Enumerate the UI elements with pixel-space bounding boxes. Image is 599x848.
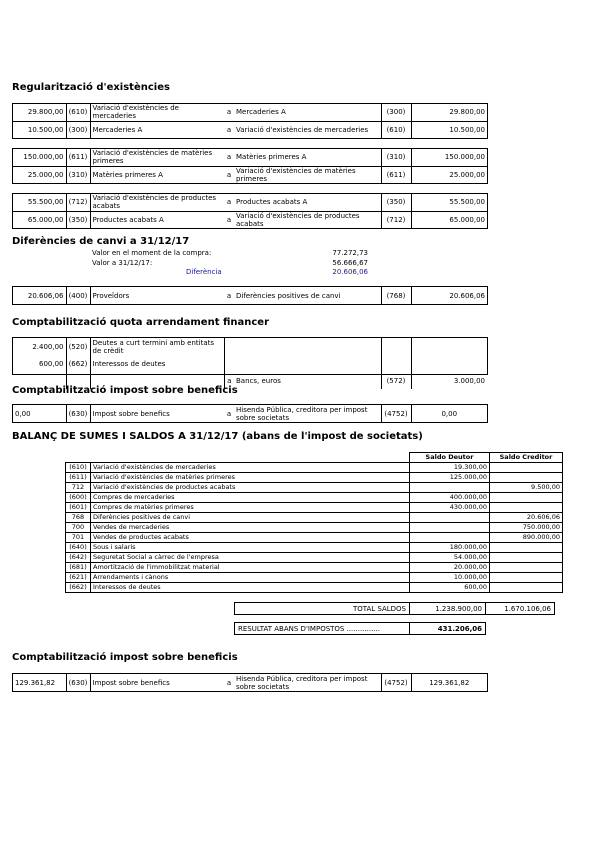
debit-amount: 10.500,00 <box>13 121 66 138</box>
credit-amount: 0,00 <box>441 409 458 418</box>
account-code: 768 <box>66 513 91 523</box>
credit-amount: 129.361,82 <box>429 678 470 687</box>
debit-account: Variació d'existències de matèries primeres <box>90 149 224 166</box>
debit-code: (662) <box>66 355 90 372</box>
table-row <box>66 513 563 523</box>
saldo-creditor <box>490 543 563 553</box>
a-connector: a <box>227 376 232 385</box>
credit-code: (768) <box>381 287 411 304</box>
account-name: Compres de mercaderies <box>91 493 410 503</box>
saldo-deutor: 430.000,00 <box>410 503 490 513</box>
account-code: (681) <box>66 563 91 573</box>
account-code: (621) <box>66 573 91 583</box>
canvi-value-compra: 77.272,73 <box>332 249 368 257</box>
table-row <box>66 553 563 563</box>
saldo-deutor: 19.300,00 <box>410 463 490 473</box>
credit-code: (4752) <box>381 405 411 422</box>
total-label: TOTAL SALDOS <box>235 603 410 615</box>
credit-account: Mercaderies A <box>234 104 381 121</box>
credit-amount: 55.500,00 <box>449 198 485 207</box>
saldo-creditor: 750.000,00 <box>490 523 563 533</box>
credit-account: Matèries primeres A <box>234 149 381 166</box>
account-name: Variació d'existències de productes acabats <box>91 483 410 493</box>
impost-entry-2 <box>12 673 488 692</box>
debit-code: (350) <box>66 211 90 228</box>
debit-amount: 2.400,00 <box>32 342 64 351</box>
a-connector: a <box>226 409 232 418</box>
regularitzacio-entry-pair <box>12 193 488 229</box>
account-name: Vendes de productes acabats <box>91 533 410 543</box>
account-code: 701 <box>66 533 91 543</box>
debit-amount: 600,00 <box>39 359 64 368</box>
debit-amount: 29.800,00 <box>27 108 64 117</box>
credit-amount: 65.000,00 <box>411 211 487 228</box>
credit-account: Variació d'existències de matèries primeres <box>234 166 381 183</box>
section-title-regularitzacio: Regularització d'existències <box>12 82 170 93</box>
a-connector: a <box>224 121 234 138</box>
debit-amount: 129.361,82 <box>15 678 56 687</box>
section-title-impost-2: Comptabilització impost sobre beneficis <box>12 652 238 663</box>
saldo-deutor: 20.000,00 <box>410 563 490 573</box>
debit-account: Impost sobre benefics <box>90 405 224 422</box>
account-name: Interessos de deutes <box>91 583 410 593</box>
account-name: Sous i salaris <box>91 543 410 553</box>
account-name: Diferències positives de canvi <box>91 513 410 523</box>
account-name: Amortització de l'immobilitzat material <box>91 563 410 573</box>
debit-account: Mercaderies A <box>90 121 224 138</box>
credit-amount: 29.800,00 <box>449 108 485 117</box>
a-connector: a <box>224 166 234 183</box>
debit-amount: 55.500,00 <box>27 198 64 207</box>
credit-code: (350) <box>381 194 411 211</box>
resultat-row <box>234 622 486 635</box>
saldo-creditor <box>490 463 563 473</box>
a-connector: a <box>226 291 232 300</box>
total-creditor: 1.670.106,06 <box>486 603 555 615</box>
debit-account: Interessos de deutes <box>90 355 224 372</box>
credit-account: Hisenda Pública, creditora per impost sobre societats <box>234 674 381 691</box>
account-code: (600) <box>66 493 91 503</box>
account-name: Variació d'existències de matèries primeres <box>91 473 410 483</box>
saldo-creditor <box>490 573 563 583</box>
debit-code: (400) <box>66 287 90 304</box>
table-row <box>66 573 563 583</box>
table-row <box>66 583 563 593</box>
header-saldo-creditor: Saldo Creditor <box>490 453 563 463</box>
saldo-deutor <box>410 533 490 543</box>
account-name: Variació d'existències de mercaderies <box>91 463 410 473</box>
saldo-deutor: 600,00 <box>410 583 490 593</box>
impost-entry-1 <box>12 404 488 423</box>
credit-amount: 25.000,00 <box>411 166 487 183</box>
resultat-value: 431.206,06 <box>410 623 486 635</box>
table-row <box>66 523 563 533</box>
account-name: Arrendaments i cànons <box>91 573 410 583</box>
credit-code: (4752) <box>381 674 411 691</box>
credit-code: (611) <box>381 166 411 183</box>
account-name: Vendes de mercaderies <box>91 523 410 533</box>
account-name: Compres de matèries primeres <box>91 503 410 513</box>
saldo-deutor <box>410 483 490 493</box>
credit-account: Productes acabats A <box>234 194 381 211</box>
credit-amount: 10.500,00 <box>411 121 487 138</box>
debit-code: (712) <box>66 194 90 211</box>
section-title-diferencies-canvi: Diferències de canvi a 31/12/17 <box>12 236 190 247</box>
account-code: (662) <box>66 583 91 593</box>
table-row <box>66 533 563 543</box>
debit-account: Variació d'existències de productes acabats <box>90 194 224 211</box>
canvi-label-compra: Valor en el moment de la compra: <box>92 249 212 257</box>
saldo-deutor: 54.000,00 <box>410 553 490 563</box>
table-row <box>66 543 563 553</box>
table-row <box>66 493 563 503</box>
account-code: (640) <box>66 543 91 553</box>
debit-code: (611) <box>66 149 90 166</box>
debit-amount: 150.000,00 <box>23 153 64 162</box>
header-saldo-deutor: Saldo Deutor <box>410 453 490 463</box>
table-row <box>66 473 563 483</box>
balanc-table <box>65 452 563 593</box>
table-row <box>66 563 563 573</box>
debit-code: (630) <box>66 674 90 691</box>
saldo-creditor: 890.000,00 <box>490 533 563 543</box>
resultat-label: RESULTAT ABANS D'IMPOSTOS ............... <box>235 623 410 635</box>
canvi-value-diferencia: 20.606,06 <box>332 268 368 276</box>
saldo-creditor <box>490 493 563 503</box>
canvi-entry <box>12 286 488 305</box>
debit-account: Matèries primeres A <box>90 166 224 183</box>
credit-amount: 3.000,00 <box>453 376 485 385</box>
debit-account: Productes acabats A <box>90 211 224 228</box>
debit-account: Variació d'existències de mercaderies <box>90 104 224 121</box>
saldo-creditor <box>490 563 563 573</box>
credit-amount: 150.000,00 <box>444 153 485 162</box>
section-title-arrendament: Comptabilització quota arrendament financer <box>12 317 270 328</box>
credit-amount: 20.606,06 <box>449 291 485 300</box>
total-deutor: 1.238.900,00 <box>410 603 486 615</box>
account-name: Seguretat Social a càrrec de l'empresa <box>91 553 410 563</box>
table-row <box>66 463 563 473</box>
debit-code: (310) <box>66 166 90 183</box>
regularitzacio-entry-pair <box>12 148 488 184</box>
saldo-deutor: 125.000,00 <box>410 473 490 483</box>
account-code: 712 <box>66 483 91 493</box>
total-saldos-row <box>234 602 555 615</box>
credit-account: Variació d'existències de mercaderies <box>234 121 381 138</box>
account-code: (611) <box>66 473 91 483</box>
section-title-balanc: BALANÇ DE SUMES I SALDOS A 31/12/17 (abans de l'impost de societats) <box>12 431 423 442</box>
credit-account: Hisenda Pública, creditora per impost sobre societats <box>234 405 381 422</box>
canvi-label-diferencia: Diferència <box>186 268 222 276</box>
saldo-creditor: 9.500,00 <box>490 483 563 493</box>
saldo-creditor <box>490 503 563 513</box>
credit-code: (310) <box>381 149 411 166</box>
table-row <box>66 483 563 493</box>
section-title-impost-1: Comptabilització impost sobre beneficis <box>12 385 238 396</box>
debit-code: (610) <box>66 104 90 121</box>
a-connector: a <box>224 211 234 228</box>
debit-code: (520) <box>66 338 90 355</box>
a-connector: a <box>226 678 232 687</box>
saldo-deutor <box>410 513 490 523</box>
saldo-deutor: 400.000,00 <box>410 493 490 503</box>
credit-account: Variació d'existències de productes acabats <box>234 211 381 228</box>
debit-account: Impost sobre benefics <box>90 674 224 691</box>
credit-code: (610) <box>381 121 411 138</box>
a-connector: a <box>226 108 232 117</box>
debit-amount: 65.000,00 <box>13 211 66 228</box>
canvi-label-31-12: Valor a 31/12/17: <box>92 259 153 267</box>
credit-code: (300) <box>381 104 411 121</box>
debit-amount: 25.000,00 <box>13 166 66 183</box>
debit-account: Deutes a curt termini amb entitats de crèdit <box>90 338 224 355</box>
saldo-deutor <box>410 523 490 533</box>
saldo-creditor <box>490 473 563 483</box>
a-connector: a <box>226 153 232 162</box>
credit-account: Diferències positives de canvi <box>234 287 381 304</box>
account-code: 700 <box>66 523 91 533</box>
account-code: (642) <box>66 553 91 563</box>
credit-account: Bancs, euros <box>234 372 381 389</box>
arrendament-entry <box>12 337 488 385</box>
debit-code: (300) <box>66 121 90 138</box>
credit-code: (712) <box>381 211 411 228</box>
regularitzacio-entry-pair <box>12 103 488 139</box>
account-code: (601) <box>66 503 91 513</box>
account-code: (610) <box>66 463 91 473</box>
debit-amount: 0,00 <box>15 409 31 418</box>
debit-code: (630) <box>66 405 90 422</box>
a-connector: a <box>226 198 232 207</box>
debit-amount: 20.606,06 <box>27 291 64 300</box>
saldo-creditor: 20.606,06 <box>490 513 563 523</box>
saldo-creditor <box>490 553 563 563</box>
canvi-value-31-12: 56.666,67 <box>332 259 368 267</box>
table-row <box>66 503 563 513</box>
saldo-deutor: 180.000,00 <box>410 543 490 553</box>
debit-account: Proveïdors <box>90 287 224 304</box>
credit-code: (572) <box>381 372 411 389</box>
saldo-deutor: 10.000,00 <box>410 573 490 583</box>
saldo-creditor <box>490 583 563 593</box>
